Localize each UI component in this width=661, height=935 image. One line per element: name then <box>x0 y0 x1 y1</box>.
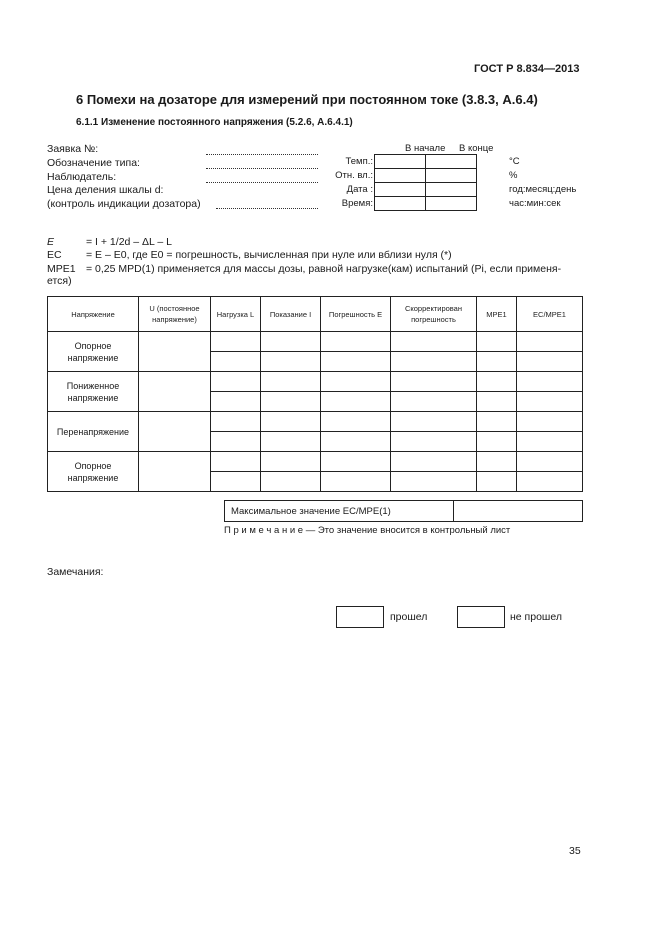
note <box>224 525 510 536</box>
passed-checkbox[interactable] <box>336 606 384 628</box>
table-cell[interactable] <box>321 452 391 472</box>
group-label-overvoltage: Перенапряжение <box>48 412 139 452</box>
max-value-table <box>224 500 583 522</box>
env-date-start[interactable] <box>375 183 426 197</box>
env-unit-time: час:мин:сек <box>509 198 561 209</box>
table-cell[interactable] <box>321 472 391 492</box>
env-date-end[interactable] <box>426 183 477 197</box>
group-label-reference-voltage: Опорное напряжение <box>48 332 139 372</box>
page-number: 35 <box>569 845 581 857</box>
table-cell[interactable] <box>321 432 391 452</box>
env-col-end: В конце <box>459 143 494 154</box>
table-cell[interactable] <box>391 412 477 432</box>
table-cell[interactable] <box>391 452 477 472</box>
application-field[interactable] <box>206 154 318 155</box>
table-cell[interactable] <box>517 352 583 372</box>
table-cell[interactable] <box>139 452 211 492</box>
col-header-indication: Показание I <box>261 297 321 332</box>
table-cell[interactable] <box>211 392 261 412</box>
env-temp-end[interactable] <box>426 155 477 169</box>
table-cell[interactable] <box>391 352 477 372</box>
table-cell[interactable] <box>139 372 211 412</box>
passed-label: прошел <box>390 611 428 623</box>
table-row <box>48 332 583 352</box>
table-row <box>48 412 583 432</box>
env-humidity-start[interactable] <box>375 169 426 183</box>
type-label: Обозначение типа: <box>47 157 140 169</box>
section-title: 6 Помехи на дозаторе для измерений при постоянном токе (3.8.3, А.6.4) <box>76 92 538 107</box>
table-cell[interactable] <box>517 372 583 392</box>
table-cell[interactable] <box>517 332 583 352</box>
table-cell[interactable] <box>391 332 477 352</box>
env-unit-date: год:месяц:день <box>509 184 577 195</box>
table-cell[interactable] <box>321 392 391 412</box>
col-header-dc-voltage: U (постоянное напряжение) <box>139 297 211 332</box>
environment-table <box>374 154 477 211</box>
formula-mpe-definition: = 0,25 MPD(1) применяется для массы дозы, равной нагрузке(кам) испытаний (Pi, если применя- <box>86 263 562 275</box>
table-cell[interactable] <box>477 352 517 372</box>
group-label-reduced-voltage: Пониженное напряжение <box>48 372 139 412</box>
col-header-voltage: Напряжение <box>48 297 139 332</box>
group-label-reference-voltage-2: Опорное напряжение <box>48 452 139 492</box>
type-field[interactable] <box>206 168 318 169</box>
table-cell[interactable] <box>517 392 583 412</box>
table-cell[interactable] <box>517 432 583 452</box>
col-header-error: Погрешность E <box>321 297 391 332</box>
env-label-humidity: Отн. вл.: <box>335 170 373 181</box>
env-humidity-end[interactable] <box>426 169 477 183</box>
table-cell[interactable] <box>261 472 321 492</box>
col-header-corrected-error: Скорректирован погрешность <box>391 297 477 332</box>
env-time-end[interactable] <box>426 197 477 211</box>
table-row <box>48 452 583 472</box>
scale-label: Цена деления шкалы d: <box>47 184 164 196</box>
env-temp-start[interactable] <box>375 155 426 169</box>
table-cell[interactable] <box>261 352 321 372</box>
formula-ec-symbol: EC <box>47 249 62 261</box>
table-cell[interactable] <box>477 432 517 452</box>
env-unit-humidity: % <box>509 170 518 181</box>
observer-label: Наблюдатель: <box>47 171 117 183</box>
table-cell[interactable] <box>321 352 391 372</box>
table-cell[interactable] <box>477 412 517 432</box>
table-cell[interactable] <box>261 372 321 392</box>
table-cell[interactable] <box>391 392 477 412</box>
table-cell[interactable] <box>477 332 517 352</box>
table-cell[interactable] <box>211 432 261 452</box>
table-cell[interactable] <box>261 452 321 472</box>
table-cell[interactable] <box>211 452 261 472</box>
table-cell[interactable] <box>477 372 517 392</box>
table-cell[interactable] <box>321 332 391 352</box>
table-cell[interactable] <box>211 332 261 352</box>
table-cell[interactable] <box>211 412 261 432</box>
env-label-time: Время: <box>341 198 373 209</box>
table-cell[interactable] <box>477 392 517 412</box>
application-label: Заявка №: <box>47 143 99 155</box>
table-cell[interactable] <box>477 452 517 472</box>
max-value-label: Максимальное значение EC/MPE(1) <box>225 501 454 522</box>
formula-e-symbol: E <box>47 236 55 248</box>
table-cell[interactable] <box>261 432 321 452</box>
formula-ec-definition: = E – E0, где E0 = погрешность, вычисленная при нуле или вблизи нуля (*) <box>86 249 452 261</box>
observer-field[interactable] <box>206 182 318 183</box>
table-cell[interactable] <box>517 452 583 472</box>
table-cell[interactable] <box>321 372 391 392</box>
env-time-start[interactable] <box>375 197 426 211</box>
env-label-temp: Темп.: <box>345 156 373 167</box>
subsection-title: 6.1.1 Изменение постоянного напряжения (5.2.6, А.6.4.1) <box>76 117 353 128</box>
formula-mpe-symbol: MPE1 <box>47 263 76 275</box>
remarks-label: Замечания: <box>47 566 104 578</box>
max-value-field[interactable] <box>454 501 583 522</box>
table-cell[interactable] <box>261 412 321 432</box>
table-cell[interactable] <box>517 412 583 432</box>
formula-mpe-continuation: ется) <box>47 275 72 287</box>
table-cell[interactable] <box>261 392 321 412</box>
control-field[interactable] <box>216 208 318 209</box>
failed-checkbox[interactable] <box>457 606 505 628</box>
note-text: — Это значение вносится в контрольный лист <box>303 525 511 536</box>
table-cell[interactable] <box>391 472 477 492</box>
note-prefix: П р и м е ч а н и е <box>224 525 304 536</box>
table-cell[interactable] <box>261 332 321 352</box>
table-cell[interactable] <box>211 472 261 492</box>
table-cell[interactable] <box>139 412 211 452</box>
table-cell[interactable] <box>517 472 583 492</box>
standard-number: ГОСТ Р 8.834—2013 <box>474 63 580 75</box>
env-unit-temp: °C <box>509 156 520 167</box>
measurements-table <box>47 296 583 492</box>
table-cell[interactable] <box>391 432 477 452</box>
table-cell[interactable] <box>391 372 477 392</box>
table-row <box>48 372 583 392</box>
table-cell[interactable] <box>211 372 261 392</box>
control-label: (контроль индикации дозатора) <box>47 198 201 210</box>
table-cell[interactable] <box>321 412 391 432</box>
formula-e-definition: = I + 1/2d – ΔL – L <box>86 236 173 248</box>
env-label-date: Дата : <box>346 184 373 195</box>
env-col-start: В начале <box>405 143 446 154</box>
table-cell[interactable] <box>477 472 517 492</box>
failed-label: не прошел <box>510 611 562 623</box>
table-cell[interactable] <box>211 352 261 372</box>
col-header-load: Нагрузка L <box>211 297 261 332</box>
table-cell[interactable] <box>139 332 211 372</box>
col-header-ec-mpe: EC/MPE1 <box>517 297 583 332</box>
col-header-mpe: MPE1 <box>477 297 517 332</box>
